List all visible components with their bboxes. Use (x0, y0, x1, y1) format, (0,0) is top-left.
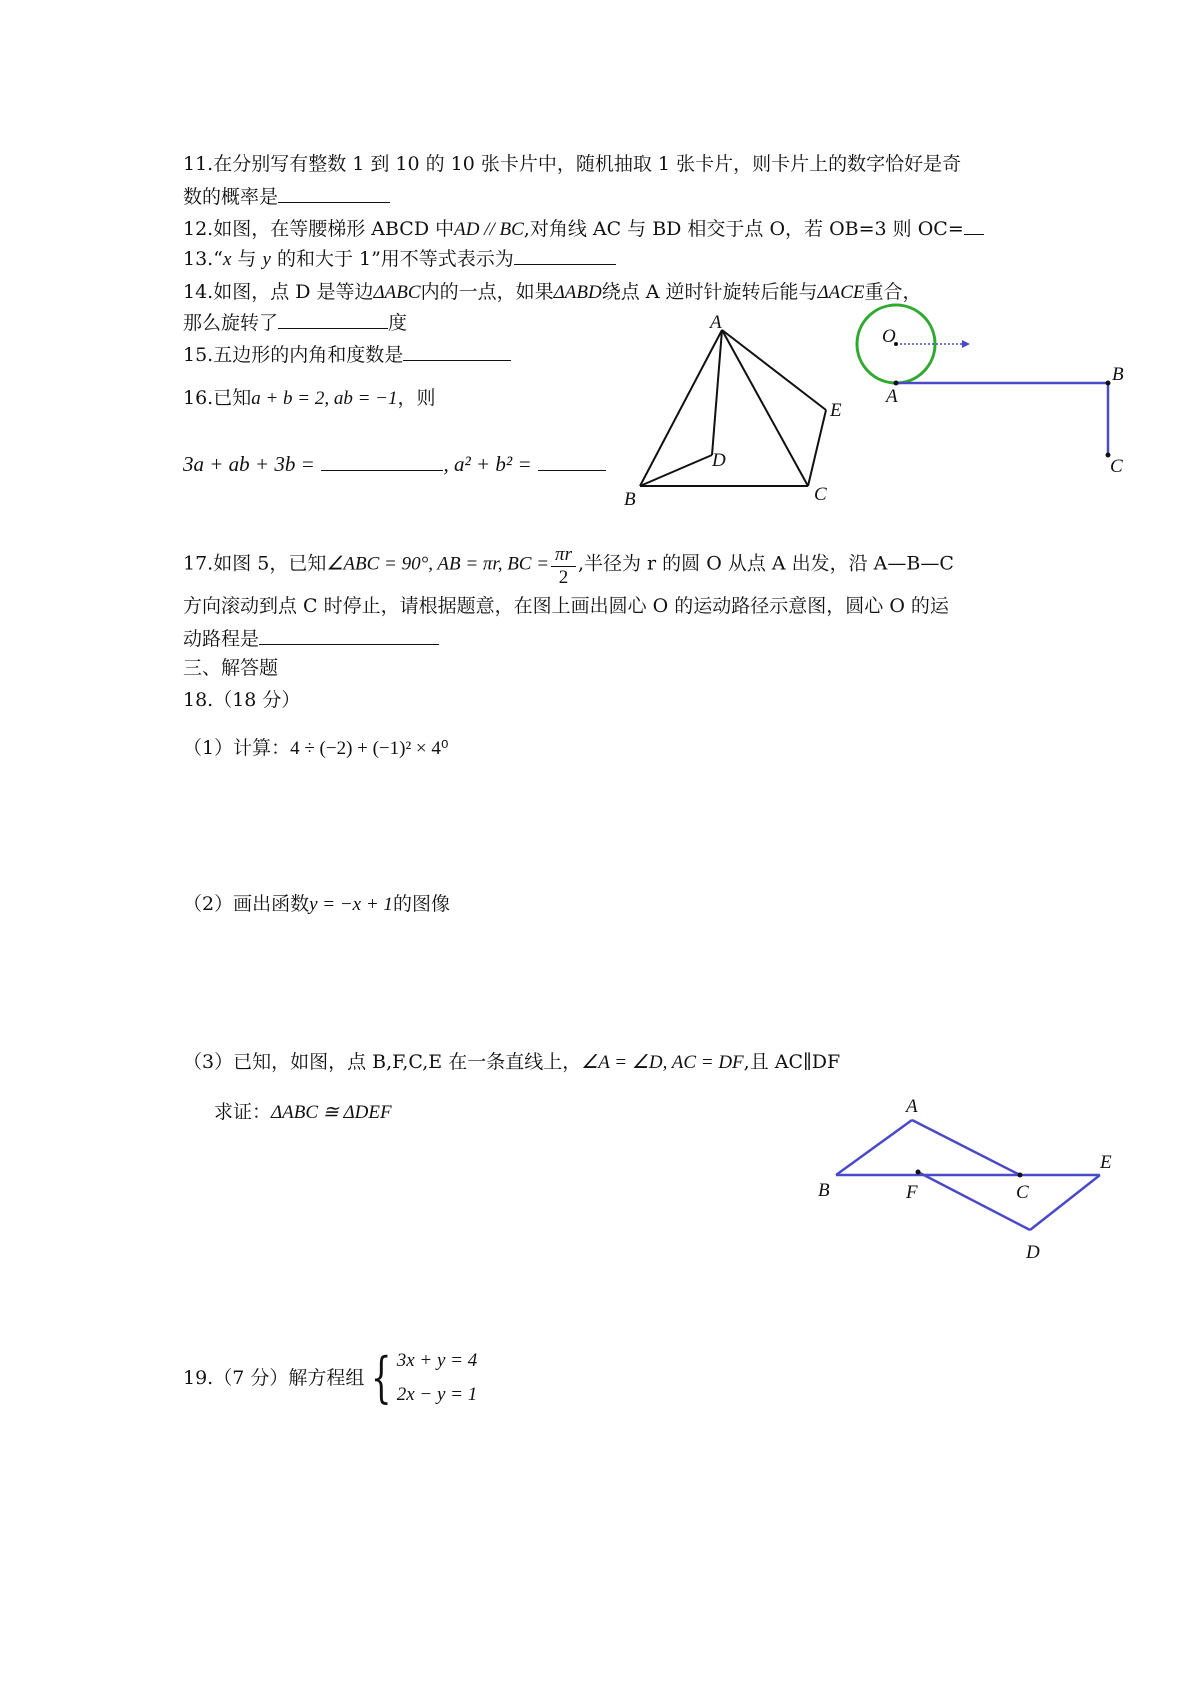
label-e: E (1100, 1152, 1112, 1173)
label-d: D (1026, 1242, 1040, 1263)
label-d: D (712, 450, 726, 471)
label-c: C (814, 484, 827, 505)
figure-rotated-triangle (600, 310, 860, 510)
question-18-3-prove: 求证：ΔABC ≅ ΔDEF (214, 1101, 392, 1123)
question-18-3: （3）已知，如图，点 B,F,C,E 在一条直线上，∠A = ∠D, AC = DF,且 AC∥DF (183, 1051, 841, 1073)
label-b: B (1112, 364, 1124, 385)
question-16-line-1: 16.已知a + b = 2, ab = −1，则 (183, 387, 436, 409)
answer-blank-14[interactable] (278, 310, 388, 329)
question-15: 15.五边形的内角和度数是 (183, 342, 511, 367)
point-f (916, 1170, 921, 1175)
point-a (894, 381, 899, 386)
answer-blank-16b[interactable] (538, 452, 606, 471)
section-heading: 三、解答题 (183, 657, 279, 679)
segment-ac (912, 1120, 1020, 1175)
question-16-line-2: 3a + ab + 3b = , a² + b² = (183, 452, 606, 476)
equation-system: 3x + y = 4 2x − y = 1 (396, 1350, 478, 1405)
point-b (1106, 381, 1111, 386)
label-a: A (886, 386, 898, 407)
answer-blank-16a[interactable] (321, 452, 443, 471)
question-11-line-1: 11.在分别写有整数 1 到 10 的 10 张卡片中，随机抽取 1 张卡片，则卡片上的数字恰好是奇 (183, 153, 962, 175)
question-18-heading: 18.（18 分） (183, 689, 301, 711)
answer-blank-13[interactable] (514, 246, 616, 265)
question-12: 12.如图，在等腰梯形 ABCD 中AD // BC,对角线 AC 与 BD 相交于点 O，若 OB=3 则 OC= (183, 216, 984, 242)
question-17-line-1: 17.如图 5，已知∠ABC = 90°, AB = πr, BC = $\frac{\pi r}{2}$ ,半径为 r 的圆 O 从点 A 出发，沿 A—B—C (183, 544, 954, 588)
label-c: C (1016, 1182, 1029, 1203)
question-13: 13.“x 与 y 的和大于 1”用不等式表示为 (183, 246, 616, 272)
question-14-line-2: 那么旋转了 度 (183, 312, 408, 334)
question-11-line-2: 数的概率是 (183, 184, 390, 209)
segment-ad (712, 330, 722, 455)
segment-ab (640, 330, 722, 486)
answer-blank-15[interactable] (403, 342, 511, 361)
segment-ac (722, 330, 808, 486)
label-o: O (882, 326, 896, 347)
label-a: A (710, 312, 722, 333)
label-b: B (818, 1180, 830, 1201)
segment-ce (808, 410, 826, 486)
question-18-2: （2）画出函数y = −x + 1的图像 (183, 893, 450, 915)
figure-rolling-circle (850, 300, 1130, 490)
segment-bd (640, 455, 712, 486)
label-e: E (830, 400, 842, 421)
label-b: B (624, 489, 636, 510)
system-brace: { (371, 1346, 392, 1409)
fraction-pi-r-over-2: $\frac{\pi r}{2}$ (551, 544, 576, 589)
segment-fd (918, 1172, 1030, 1230)
point-c (1018, 1173, 1023, 1178)
label-c: C (1110, 456, 1123, 477)
segment-de (1030, 1175, 1100, 1230)
arrow-head (962, 340, 970, 348)
label-f: F (906, 1182, 918, 1203)
segment-ba (836, 1120, 912, 1175)
question-17-line-2: 方向滚动到点 C 时停止，请根据题意，在图上画出圆心 O 的运动路径示意图，圆心 O 的运 (183, 595, 949, 617)
question-14-line-1: 14.如图，点 D 是等边ΔABC内的一点，如果ΔABD绕点 A 逆时针旋转后能与ΔACE重合， (183, 281, 922, 303)
segment-ae (722, 330, 826, 410)
answer-blank-17[interactable] (259, 626, 439, 645)
question-18-1: （1）计算：4 ÷ (−2) + (−1)² × 4⁰ (183, 737, 449, 759)
answer-blank-11[interactable] (278, 184, 390, 203)
question-19: 19.（7 分）解方程组 { 3x + y = 4 2x − y = 1 (183, 1342, 477, 1412)
figure-congruent-triangles (810, 1090, 1120, 1270)
question-17-line-3: 动路程是 (183, 626, 439, 651)
answer-blank-12[interactable] (964, 216, 984, 235)
label-a: A (906, 1096, 918, 1117)
